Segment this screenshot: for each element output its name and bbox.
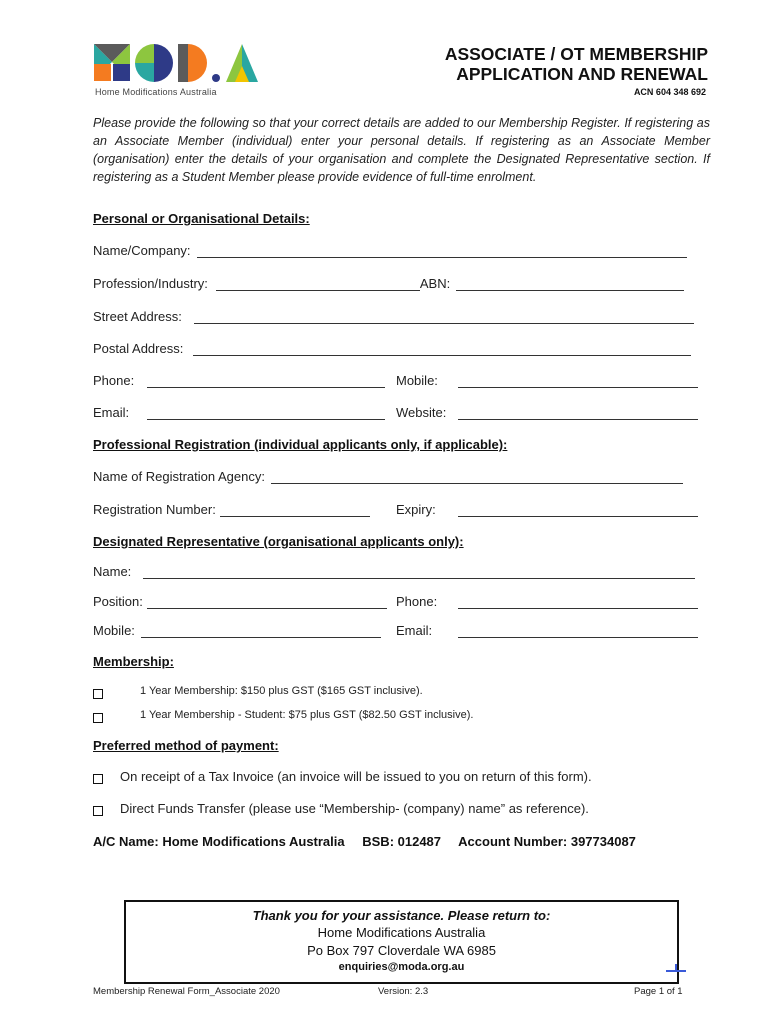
footer-form-name: Membership Renewal Form_Associate 2020: [93, 986, 280, 997]
postal-address-field[interactable]: [193, 343, 691, 356]
membership-option-label: 1 Year Membership - Student: $75 plus GST ($82.50 GST inclusive).: [140, 709, 474, 721]
return-email: enquiries@moda.org.au: [338, 961, 465, 973]
payment-option-transfer[interactable]: [93, 801, 589, 821]
registration-agency-field[interactable]: [271, 471, 683, 484]
expiry-field[interactable]: [458, 504, 698, 517]
bank-bsb: BSB: 012487: [362, 834, 442, 849]
phone-label: Phone:: [93, 373, 135, 388]
logo-tagline: Home Modifications Australia: [95, 87, 217, 97]
checkbox-icon[interactable]: [93, 806, 103, 816]
payment-option-invoice[interactable]: [93, 769, 592, 789]
street-address-field[interactable]: [194, 311, 694, 324]
street-address-label: Street Address:: [93, 309, 182, 324]
abn-field[interactable]: [456, 278, 684, 291]
expiry-label: Expiry:: [396, 502, 436, 517]
membership-option-label: 1 Year Membership: $150 plus GST ($165 GST inclusive).: [140, 685, 423, 697]
postal-address-label: Postal Address:: [93, 341, 184, 356]
name-company-label: Name/Company:: [93, 243, 191, 258]
rep-email-field[interactable]: [458, 625, 698, 638]
return-org: Home Modifications Australia: [317, 925, 486, 940]
footer-page-number: Page 1 of 1: [634, 986, 683, 997]
checkbox-icon[interactable]: [93, 774, 103, 784]
mobile-field[interactable]: [458, 375, 698, 388]
cursor-mark-stem: [675, 964, 677, 972]
bank-account-number: Account Number: 397734087: [458, 834, 636, 849]
email-field[interactable]: [147, 407, 385, 420]
profession-field[interactable]: [216, 278, 420, 291]
membership-option-student[interactable]: [93, 709, 474, 728]
rep-name-label: Name:: [93, 564, 132, 579]
checkbox-icon[interactable]: [93, 713, 103, 723]
representative-heading: Designated Representative (organisational applicants only):: [93, 534, 464, 549]
registration-number-label: Registration Number:: [93, 502, 216, 517]
website-field[interactable]: [458, 407, 698, 420]
payment-option-label: On receipt of a Tax Invoice (an invoice will be issued to you on return of this form).: [120, 769, 592, 784]
rep-name-field[interactable]: [143, 566, 695, 579]
rep-email-label: Email:: [396, 623, 433, 638]
website-label: Website:: [396, 405, 447, 420]
profession-label: Profession/Industry:: [93, 276, 208, 291]
acn-number: ACN 604 348 692: [633, 87, 706, 97]
payment-heading: Preferred method of payment:: [93, 738, 279, 753]
rep-mobile-label: Mobile:: [93, 623, 135, 638]
intro-paragraph: Please provide the following so that your correct details are added to our Membership Register. If registering as an Associate Member (individual) enter your personal details. If registering as an Associate Member (organisation) enter the details of your organisation and complete the Designated Representative section. If registering as a Student Member please provide evidence of full-time enrolment.: [93, 116, 710, 184]
registration-number-field[interactable]: [220, 504, 370, 517]
form-title: [445, 44, 708, 84]
rep-mobile-field[interactable]: [141, 625, 381, 638]
form-title-line1: ASSOCIATE / OT MEMBERSHIP: [444, 44, 708, 64]
phone-field[interactable]: [147, 375, 385, 388]
payment-option-label: Direct Funds Transfer (please use “Membership- (company) name” as reference).: [120, 801, 589, 816]
personal-heading: Personal or Organisational Details:: [93, 211, 310, 226]
mobile-label: Mobile:: [396, 373, 438, 388]
membership-heading: Membership:: [93, 654, 174, 669]
checkbox-icon[interactable]: [93, 689, 103, 699]
name-company-field[interactable]: [197, 245, 687, 258]
form-title-line2: APPLICATION AND RENEWAL: [456, 64, 708, 84]
return-address-box: [124, 900, 679, 984]
bank-account-name: A/C Name: Home Modifications Australia: [93, 834, 345, 849]
footer-version: Version: 2.3: [378, 986, 429, 997]
return-thanks: Thank you for your assistance. Please return to:: [252, 908, 551, 923]
registration-agency-label: Name of Registration Agency:: [93, 469, 265, 484]
rep-phone-field[interactable]: [458, 596, 698, 609]
bank-details: [93, 834, 650, 849]
rep-position-field[interactable]: [147, 596, 387, 609]
return-address: Po Box 797 Cloverdale WA 6985: [307, 943, 496, 958]
rep-phone-label: Phone:: [396, 594, 438, 609]
rep-position-label: Position:: [93, 594, 143, 609]
registration-heading: Professional Registration (individual applicants only, if applicable):: [93, 437, 508, 452]
moda-logo-mark: [92, 42, 262, 86]
abn-label: ABN:: [419, 276, 451, 291]
membership-option-annual[interactable]: [93, 685, 423, 704]
email-label: Email:: [93, 405, 130, 420]
